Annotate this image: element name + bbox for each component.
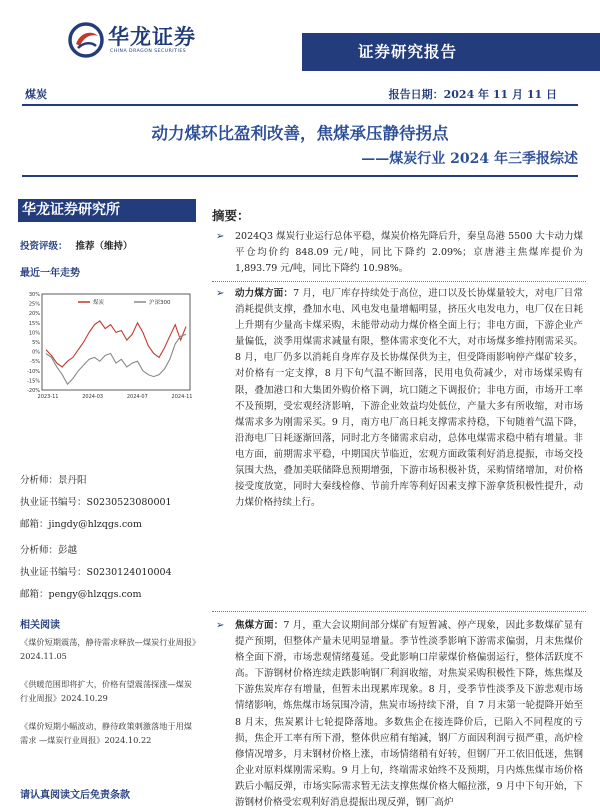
legend-label: 煤炭 bbox=[93, 300, 105, 306]
y-tick-label: 15% bbox=[28, 320, 40, 327]
logo-text-en: CHINA DRAGON SECURITIES bbox=[110, 49, 187, 54]
related-item[interactable]: 《煤价短期小幅波动，静待政策刺激落地于用煤需求 —煤炭行业周报》2024.10.22 bbox=[20, 721, 192, 745]
chart-frame bbox=[42, 294, 190, 390]
report-date-value: 2024 年 11 月 11 日 bbox=[443, 88, 557, 101]
y-tick-label: 30% bbox=[28, 292, 40, 298]
analyst-2-email[interactable]: 邮箱：pengy@hlzqgs.com bbox=[20, 589, 142, 600]
analyst-2-name: 分析师：彭越 bbox=[20, 545, 78, 556]
industry-category: 煤炭 bbox=[25, 88, 47, 101]
analyst-2-cert: 执业证书编号：S0230124010004 bbox=[20, 567, 172, 578]
logo-mark-icon bbox=[68, 22, 104, 58]
bullet-arrow-icon: ➢ bbox=[216, 231, 225, 242]
y-tick-label: -5% bbox=[30, 359, 40, 366]
analyst-1-cert: 执业证书编号：S0230523080001 bbox=[20, 497, 172, 508]
paragraph-heading: 焦煤方面： bbox=[235, 620, 284, 631]
series-line-coal bbox=[46, 321, 186, 367]
y-tick-label: 10% bbox=[28, 330, 40, 337]
related-item[interactable]: 《煤价短期震荡，静待需求释放—煤炭行业周报》2024.11.05 bbox=[20, 637, 197, 661]
y-tick-label: 0% bbox=[32, 349, 40, 356]
report-date-label: 报告日期： bbox=[388, 88, 444, 101]
bullet-arrow-icon: ➢ bbox=[216, 620, 225, 631]
paragraph-divider bbox=[212, 281, 586, 282]
company-logo bbox=[68, 20, 208, 60]
trend-chart-title: 最近一年走势 bbox=[20, 268, 80, 279]
trend-chart bbox=[18, 278, 198, 406]
analyst-1-name: 分析师：景丹阳 bbox=[20, 475, 87, 486]
investment-rating bbox=[20, 238, 133, 252]
coking-coal-paragraph bbox=[235, 618, 583, 811]
series-line-hs300 bbox=[46, 334, 186, 384]
institute-banner: 华龙证券研究所 bbox=[18, 199, 196, 222]
paragraph-text: 7 月，重大会议期间部分煤矿有短暂减、停产现象，因此多数煤矿显有提产预期，但整体产量未见明显增量。季节性淡季影响下游需求偏弱，月末焦煤价格全面下滑，市场悲观情绪蔓延。受此影响口岸蒙煤价格偏弱运行，整体活跃度不高。下游钢材价格连续走跌影响钢厂利润收缩，对焦炭采购积极性下降，炼焦煤及下游焦炭库存有增量，但暂未出现累库现象。8 月，受季节性淡季及下游悲观市场情绪影响，炼焦煤市场氛围冷清，焦炭市场持续下滑，自 7 月末第一轮提降开始至 8 月末，焦炭累计七轮提降落地。多数焦企在接连降价后，已陷入不同程度的亏损，焦企开工率有所下滑，整体供应稍有缩减，钢厂方面因利润亏损严重，高炉检修情况增多，月末钢材价格上涨，市场情绪稍有好转，但钢厂开工依旧低迷，焦钢企业对原料煤刚需采购。9 月上旬，终端需求始终不及预期，月内炼焦煤市场价格跌后小幅反弹，市场实际需求暂无法支撑焦煤价格大幅拉涨，9 月中下旬开始，下游钢材价格受宏观利好消息提振出现反弹，钢厂高炉 bbox=[235, 620, 583, 809]
disclaimer-note: 请认真阅读文后免责条款 bbox=[20, 790, 130, 801]
x-tick-label: 2024-07 bbox=[126, 394, 148, 400]
x-tick-label: 2023-11 bbox=[37, 394, 59, 400]
rating-value: 推荐（维持） bbox=[75, 241, 133, 252]
y-tick-label: -20% bbox=[27, 388, 40, 394]
report-subtitle: ——煤炭行业 2024 年三季报综述 bbox=[361, 151, 578, 167]
analyst-1-email[interactable]: 邮箱：jingdy@hlzqgs.com bbox=[20, 519, 142, 530]
bullet-arrow-icon: ➢ bbox=[216, 288, 225, 299]
report-type-label: 证券研究报告 bbox=[358, 42, 458, 61]
paragraph-divider bbox=[212, 611, 586, 612]
trend-chart-svg bbox=[18, 278, 198, 406]
logo-text-cn: 华龙证券 bbox=[108, 25, 196, 49]
thermal-coal-paragraph bbox=[235, 286, 583, 511]
y-tick-label: 5% bbox=[32, 340, 40, 346]
paragraph-heading: 动力煤方面： bbox=[235, 288, 294, 299]
y-tick-label: 25% bbox=[28, 301, 40, 308]
related-reading-title: 相关阅读 bbox=[20, 620, 60, 631]
report-date bbox=[389, 86, 557, 102]
y-tick-label: -10% bbox=[27, 368, 40, 375]
x-tick-label: 2024-03 bbox=[82, 394, 104, 400]
paragraph-text: 2024Q3 煤炭行业运行总体平稳，煤炭价格先降后升，秦皇岛港 5500 大卡动力煤平仓均价约 848.09 元/吨，同比下降约 2.09%；京唐港主焦煤库提价为 1,893.79 元/吨，同比下降约 10.98%。 bbox=[235, 231, 583, 275]
paragraph-text: 7 月，电厂库存持续处于高位，进口以及长协煤量较大，对电厂日常消耗提供支撑，叠加水电、风电发电量增幅明显，挤压火电发电力，电厂仅在日耗上升期有少量高卡煤采购，未能带动动力煤价格全面上行；非电方面，下游企业产量偏低，淡季用煤需求减量有限，整体需求变化不大，对市场煤多维持刚需采买。8 月，电厂仍多以消耗自身库存及长协煤保供为主，但受降雨影响停产煤矿较多，对价格有一定支撑，8 月下旬气温不断回落，民用电负荷减少，对市场煤采购有限，叠加港口和大集团外购价格下调，坑口随之下调报价；非电方面，市场开工率不及预期，受宏观经济影响，下游企业效益均处低位，产量大多有所收缩，对市场煤需求多为刚需采买。9 月，南方电厂高日耗支撑需求持稳，下旬随着气温下降，沿海电厂日耗逐渐回落，同时北方冬储需求启动，总体电煤需求稳中稍有增量。非电方面，前期需求平稳，中期国庆节临近，宏观方面政策利好消息提振，市场交投氛围大热，叠加美联储降息预期增强，下游市场积极补货，采购情绪增加，对价格接受度放宽，同时大秦线检修、节前升库等利好因素支撑下游拿货积极性提升，动力煤价格持续上行。 bbox=[235, 288, 583, 509]
legend-label: 沪深300 bbox=[149, 300, 171, 306]
header-divider bbox=[22, 104, 578, 106]
related-item[interactable]: 《供暖范围即将扩大，价格有望震荡探涨—煤炭行业周报》2024.10.29 bbox=[20, 679, 192, 703]
x-tick-label: 2024-11 bbox=[171, 394, 193, 400]
title-divider bbox=[22, 175, 578, 177]
abstract-title: 摘要： bbox=[212, 208, 250, 223]
rating-label: 投资评级： bbox=[20, 241, 68, 252]
y-tick-label: 20% bbox=[28, 311, 40, 318]
abstract-paragraph bbox=[235, 229, 583, 277]
report-title: 动力煤环比盈利改善，焦煤承压静待拐点 bbox=[151, 124, 449, 143]
y-tick-label: -15% bbox=[27, 378, 40, 385]
